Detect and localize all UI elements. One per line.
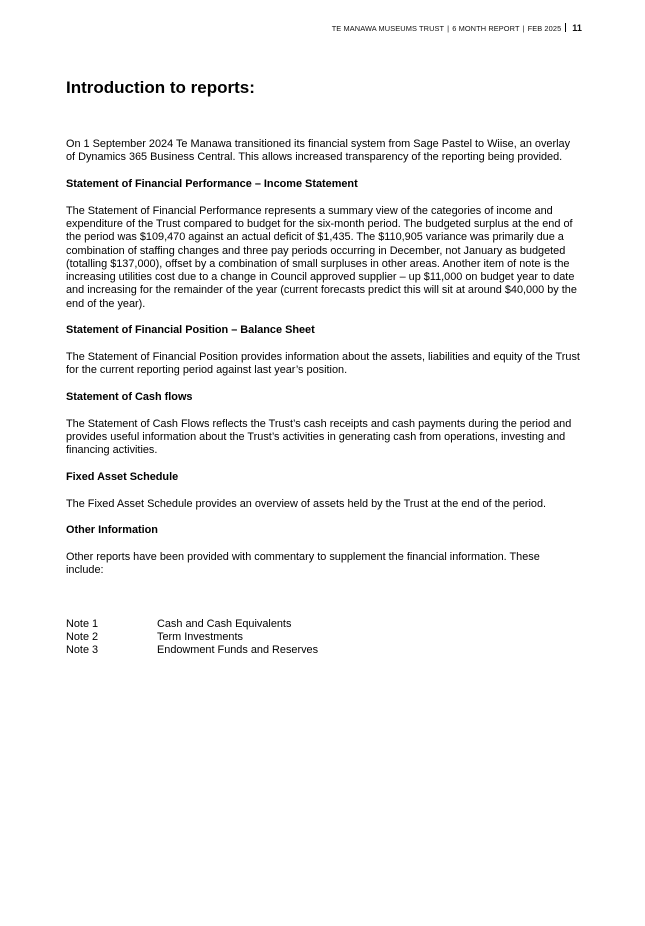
note-label: Note 2 (66, 631, 99, 644)
section-heading-income-statement: Statement of Financial Performance – Income Statement (66, 177, 358, 190)
section-heading-cash-flows: Statement of Cash flows (66, 391, 193, 404)
header-divider (565, 23, 566, 32)
header-report: 6 MONTH REPORT (452, 24, 520, 33)
note-label: Note 1 (66, 617, 99, 630)
notes-list (66, 618, 580, 658)
note-label: Note 3 (66, 644, 99, 657)
page-title: Introduction to reports: (66, 78, 255, 97)
note-text: Endowment Funds and Reserves (157, 644, 319, 657)
document-body (66, 138, 580, 658)
page-number: 11 (572, 23, 582, 33)
section-text-cash-flows: The Statement of Cash Flows reflects the Trust’s cash receipts and cash payments during the period and provides useful information about the Trust’s activities in generating cash from operations, investing and financing activities. (66, 417, 572, 457)
section-heading-balance-sheet: Statement of Financial Position – Balance Sheet (66, 324, 315, 337)
section-text-fixed-assets: The Fixed Asset Schedule provides an overview of assets held by the Trust at the end of the period. (66, 497, 547, 510)
header-org: TE MANAWA MUSEUMS TRUST (331, 24, 445, 33)
intro-paragraph: On 1 September 2024 Te Manawa transitioned its financial system from Sage Pastel to Wiise, an overlay of Dynamics 365 Business Central. This allows increased transparency of the reporting being provided. (66, 138, 571, 164)
note-row (66, 631, 580, 644)
section-text-other-information: Other reports have been provided with commentary to supplement the financial information. These include: (66, 551, 540, 577)
note-row (66, 618, 580, 631)
note-row (66, 644, 580, 657)
section-text-income-statement: The Statement of Financial Performance represents a summary view of the categories of income and expenditure of the Trust compared to budget for the six-month period. The budgeted surplus at the end of the period was $109,470 against an actual deficit of $1,435. The $110,905 variance was primarily due a combination of staffing changes and three pay periods occurring in December, not January as budgeted (totalling $137,000), offset by a combination of small surpluses in other areas. Another item of note is the increasing utilities cost due to a change in Council approved supplier – up $11,000 on budget year to date and increasing for the remainder of the year (current forecasts predict this will sit at around $40,000 by the end of the year). (66, 204, 577, 310)
section-heading-fixed-assets: Fixed Asset Schedule (66, 471, 179, 484)
note-text: Cash and Cash Equivalents (157, 617, 292, 630)
section-heading-other-information: Other Information (66, 524, 158, 537)
page-header: TE MANAWA MUSEUMS TRUST | 6 MONTH REPORT | FEB 2025 11 (331, 23, 582, 33)
section-text-balance-sheet: The Statement of Financial Position provides information about the assets, liabilities and equity of the Trust for the current reporting period against last year’s position. (66, 351, 580, 377)
header-date: FEB 2025 (527, 24, 562, 33)
note-text: Term Investments (157, 631, 243, 644)
